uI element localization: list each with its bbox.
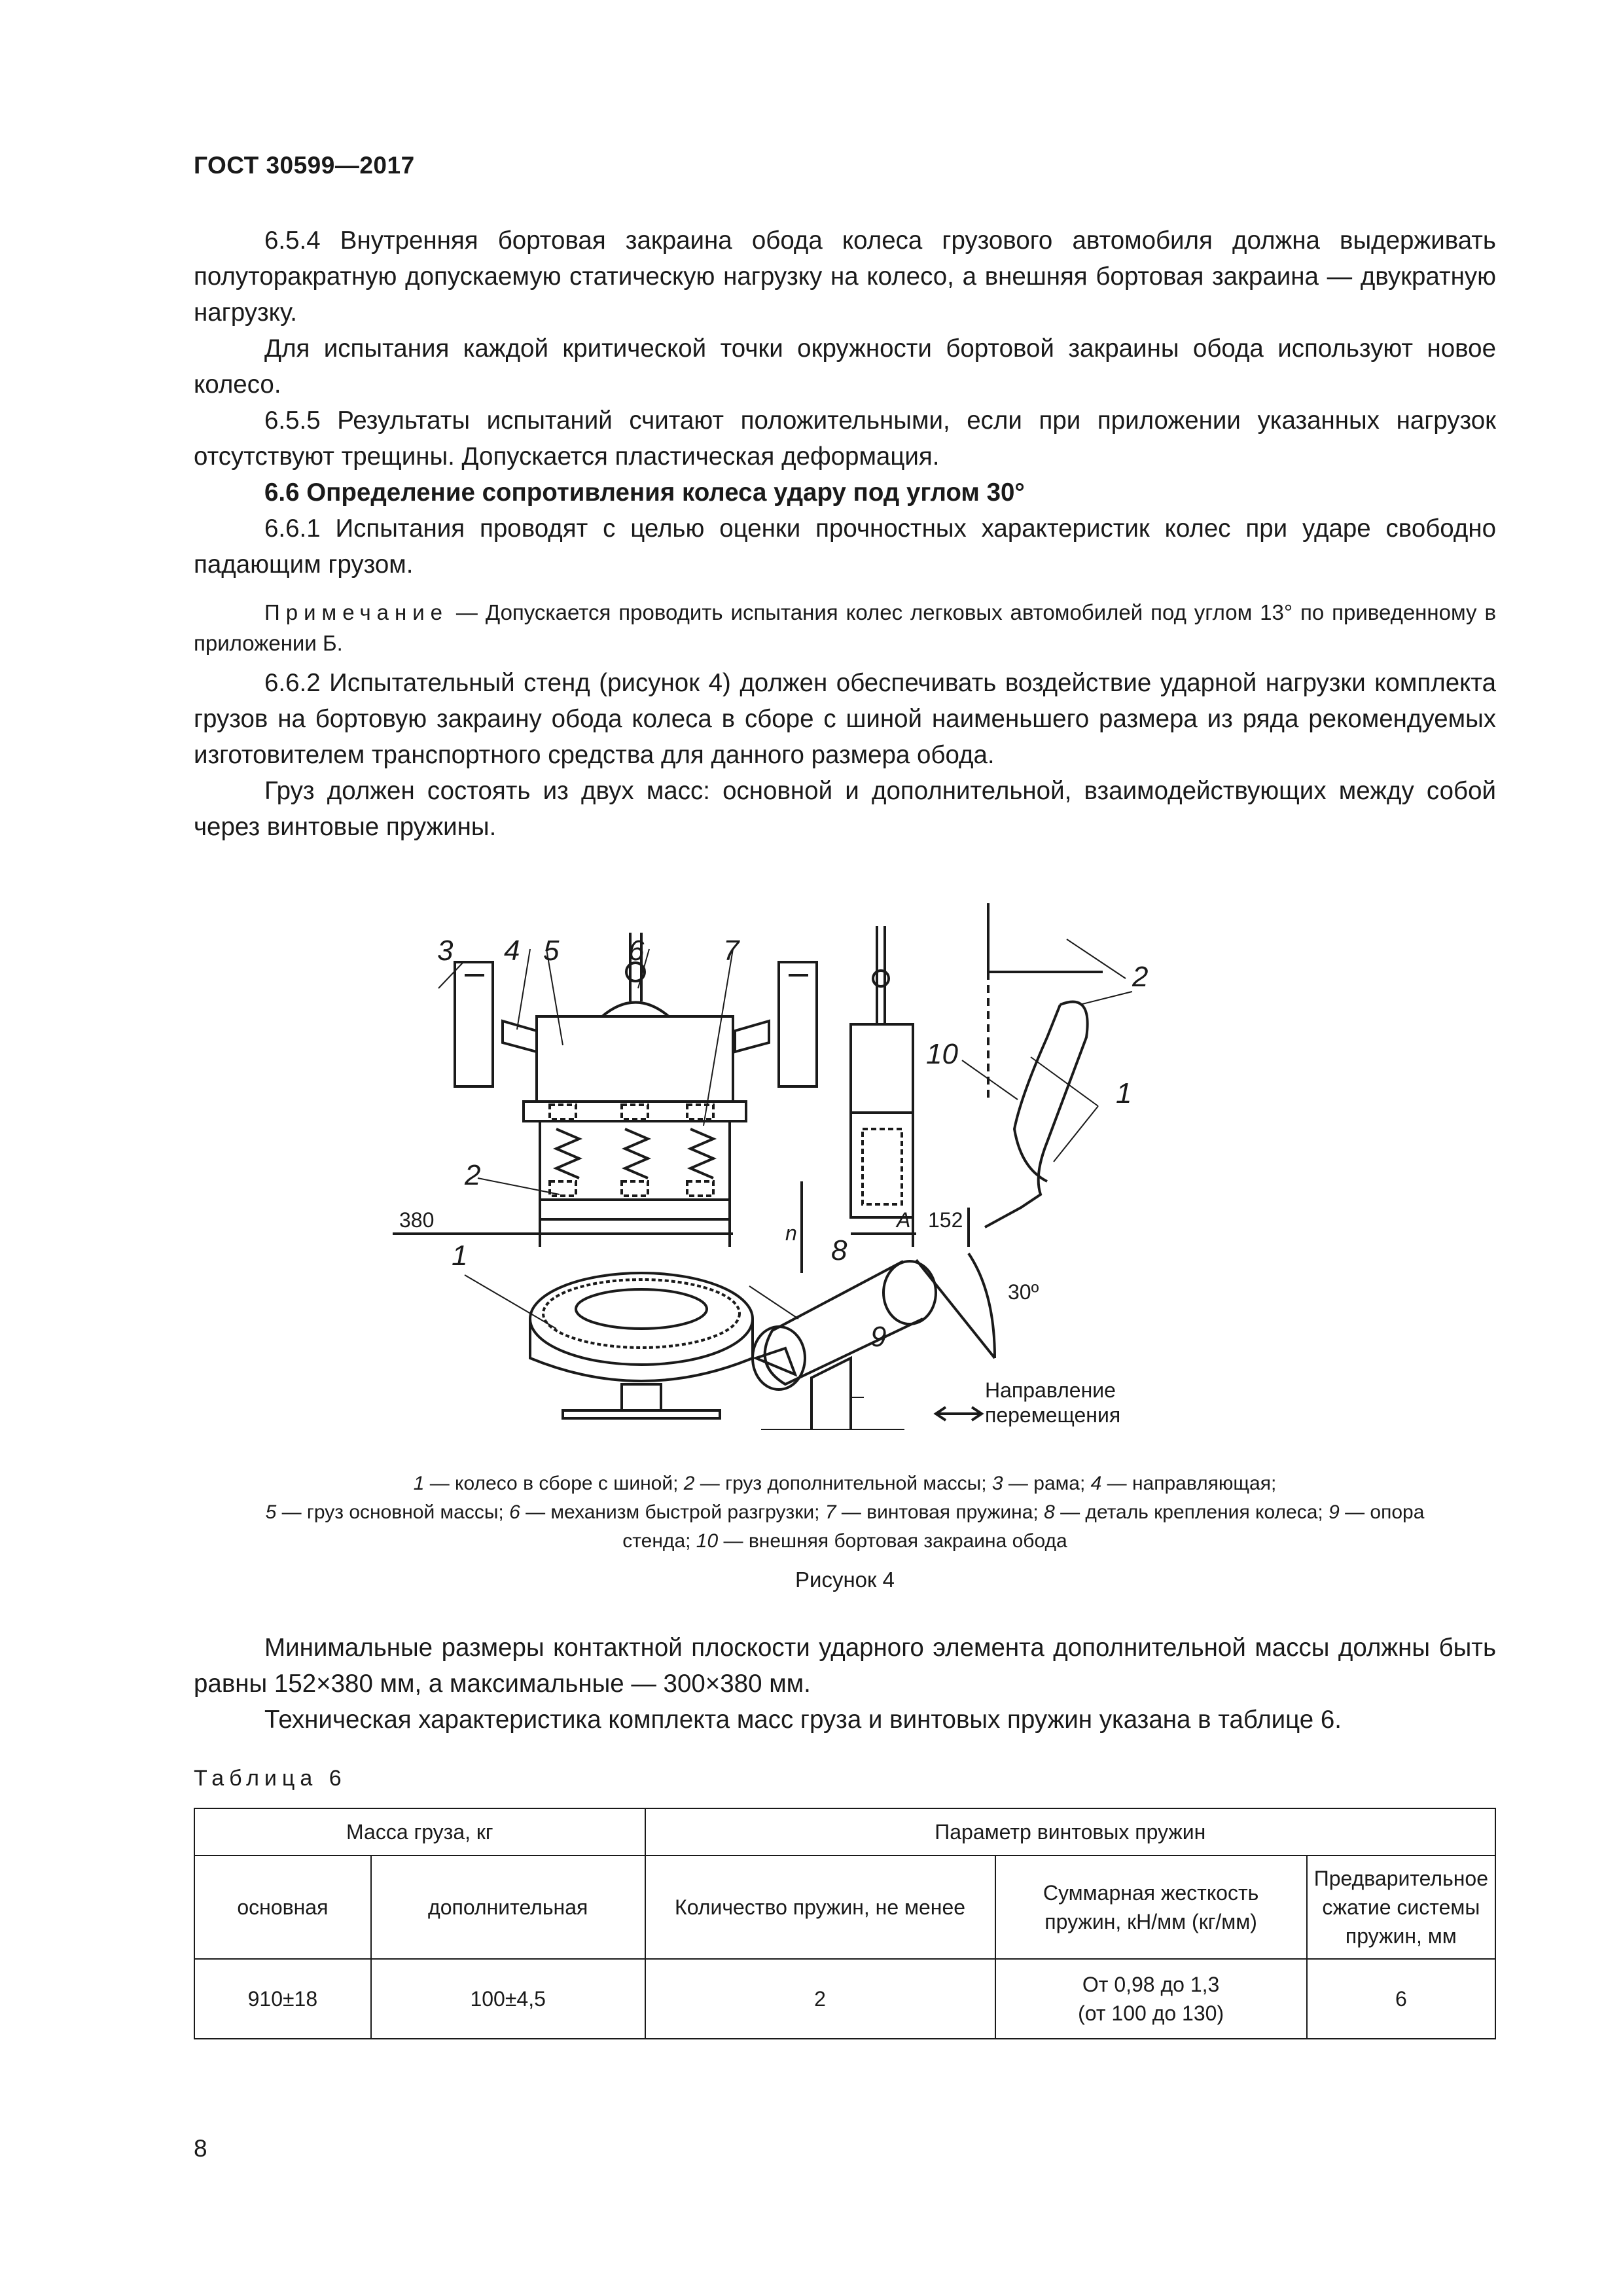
- legend-line-3: стенда; 10 — внешняя бортовая закраина обода: [622, 1530, 1067, 1552]
- fig-label-7: 7: [723, 935, 740, 967]
- fig-label-5: 5: [543, 935, 560, 967]
- paragraph-6-6-2: 6.6.2 Испытательный стенд (рисунок 4) должен обеспечивать воздействие ударной нагрузки комплекта грузов на бортовую закраину обода колеса в сборе с шиной наименьшего размера из ряда рекомендуемых изготовителем транспортного средства для данного размера обода.: [194, 669, 1496, 769]
- paragraph-6-5-5: 6.5.5 Результаты испытаний считают положительными, если при приложении указанных нагрузок отсутствуют трещины. Допускается пластическая деформация.: [194, 406, 1496, 471]
- cell-stiffness: От 0,98 до 1,3 (от 100 до 130): [995, 1959, 1307, 2039]
- dim-380: 380: [399, 1208, 435, 1232]
- note: [194, 597, 1496, 658]
- side-view-weight: [851, 1024, 913, 1113]
- quick-release-loop: [602, 1003, 669, 1017]
- paragraph-6-5-4: 6.5.4 Внутренняя бортовая закраина обода колеса грузового автомобиля должна выдерживать полуторакратную допускаемую статическую нагрузку на колесо, а внешняя бортовая закраина — двукратную нагрузку.: [194, 226, 1496, 327]
- guide-right: [735, 1021, 769, 1052]
- extra-weight: [540, 1200, 730, 1219]
- fig-label-6: 6: [628, 935, 645, 967]
- header-extra-mass: дополнительная: [371, 1856, 645, 1959]
- fig-label-10: 10: [926, 1038, 958, 1070]
- legend-line-1: 1 — колесо в сборе с шиной; 2 — груз дополнительной массы; 3 — рама; 4 — направляющая;: [413, 1473, 1277, 1494]
- fig-label-2b: 2: [1132, 961, 1149, 993]
- wheel-assembly: [530, 1273, 753, 1365]
- section-heading-6-6: 6.6 Определение сопротивления колеса удару под углом 30°: [264, 478, 1025, 507]
- paragraph-6-5-4-b: Для испытания каждой критической точки окружности бортовой закраины обода используют новое колесо.: [194, 334, 1496, 399]
- fig-label-8: 8: [831, 1234, 847, 1266]
- figure-legend: [194, 1469, 1496, 1556]
- frame-right: [779, 962, 817, 1086]
- wheel-fixture-end: [883, 1261, 936, 1324]
- direction-label-2: перемещения: [985, 1403, 1121, 1427]
- table-title: Таблица 6: [194, 1766, 347, 1791]
- page-number: 8: [194, 2135, 207, 2162]
- fig-label-3: 3: [437, 935, 454, 967]
- cell-spring-count: 2: [645, 1959, 995, 2039]
- frame-left: [455, 962, 493, 1086]
- paragraph-contact-dimensions: Минимальные размеры контактной плоскости ударного элемента дополнительной массы должны быть равны 152×380 мм, а максимальные — 300×380 мм.: [194, 1634, 1496, 1698]
- cell-main-mass: 910±18: [194, 1959, 371, 2039]
- dim-152: 152: [928, 1208, 963, 1232]
- fig-label-1b: 1: [1116, 1077, 1132, 1109]
- header-spring-count: Количество пружин, не менее: [645, 1856, 995, 1959]
- fig-label-2: 2: [465, 1159, 481, 1191]
- note-label: Примечание: [264, 600, 449, 624]
- header-springs: Параметр винтовых пружин: [645, 1808, 1495, 1856]
- figure-title: Рисунок 4: [795, 1568, 895, 1592]
- cell-extra-mass: 100±4,5: [371, 1959, 645, 2039]
- paragraph-table-reference: Техническая характеристика комплекта масс груза и винтовых пружин указана в таблице 6.: [264, 1706, 1342, 1734]
- header-precompression: Предварительное сжатие системы пружин, мм: [1307, 1856, 1495, 1959]
- note-text: — Допускается проводить испытания колес легковых автомобилей под углом 13° по приведенному в приложении Б.: [194, 600, 1496, 655]
- document-header: ГОСТ 30599—2017: [194, 152, 415, 179]
- figure-4-test-stand: [393, 841, 1322, 1430]
- legend-line-2: 5 — груз основной массы; 6 — механизм быстрой разгрузки; 7 — винтовая пружина; 8 — деталь крепления колеса; 9 — опора: [265, 1501, 1425, 1523]
- direction-label-1: Направление: [985, 1378, 1116, 1402]
- header-mass: Масса груза, кг: [194, 1808, 645, 1856]
- paragraph-6-6-2-b: Груз должен состоять из двух масс: основной и дополнительной, взаимодействующих между собой через винтовые пружины.: [194, 777, 1496, 841]
- main-weight: [537, 1016, 733, 1102]
- fig-label-A: A: [897, 1208, 911, 1232]
- guide-left: [503, 1021, 537, 1052]
- table-6: [194, 1808, 1496, 2039]
- header-main-mass: основная: [194, 1856, 371, 1959]
- dim-n: n: [785, 1221, 797, 1245]
- cell-precompression: 6: [1307, 1959, 1495, 2039]
- text-block-bottom: [194, 1630, 1496, 1738]
- header-stiffness: Суммарная жесткость пружин, кН/мм (кг/мм): [995, 1856, 1307, 1959]
- text-block-top: [194, 223, 1496, 845]
- fig-label-1: 1: [452, 1240, 468, 1272]
- fig-label-9: 9: [870, 1321, 887, 1353]
- angle-30: 30º: [1008, 1280, 1039, 1304]
- paragraph-6-6-1: 6.6.1 Испытания проводят с целью оценки прочностных характеристик колес при ударе свободно падающим грузом.: [194, 514, 1496, 579]
- fig-label-4: 4: [504, 935, 520, 967]
